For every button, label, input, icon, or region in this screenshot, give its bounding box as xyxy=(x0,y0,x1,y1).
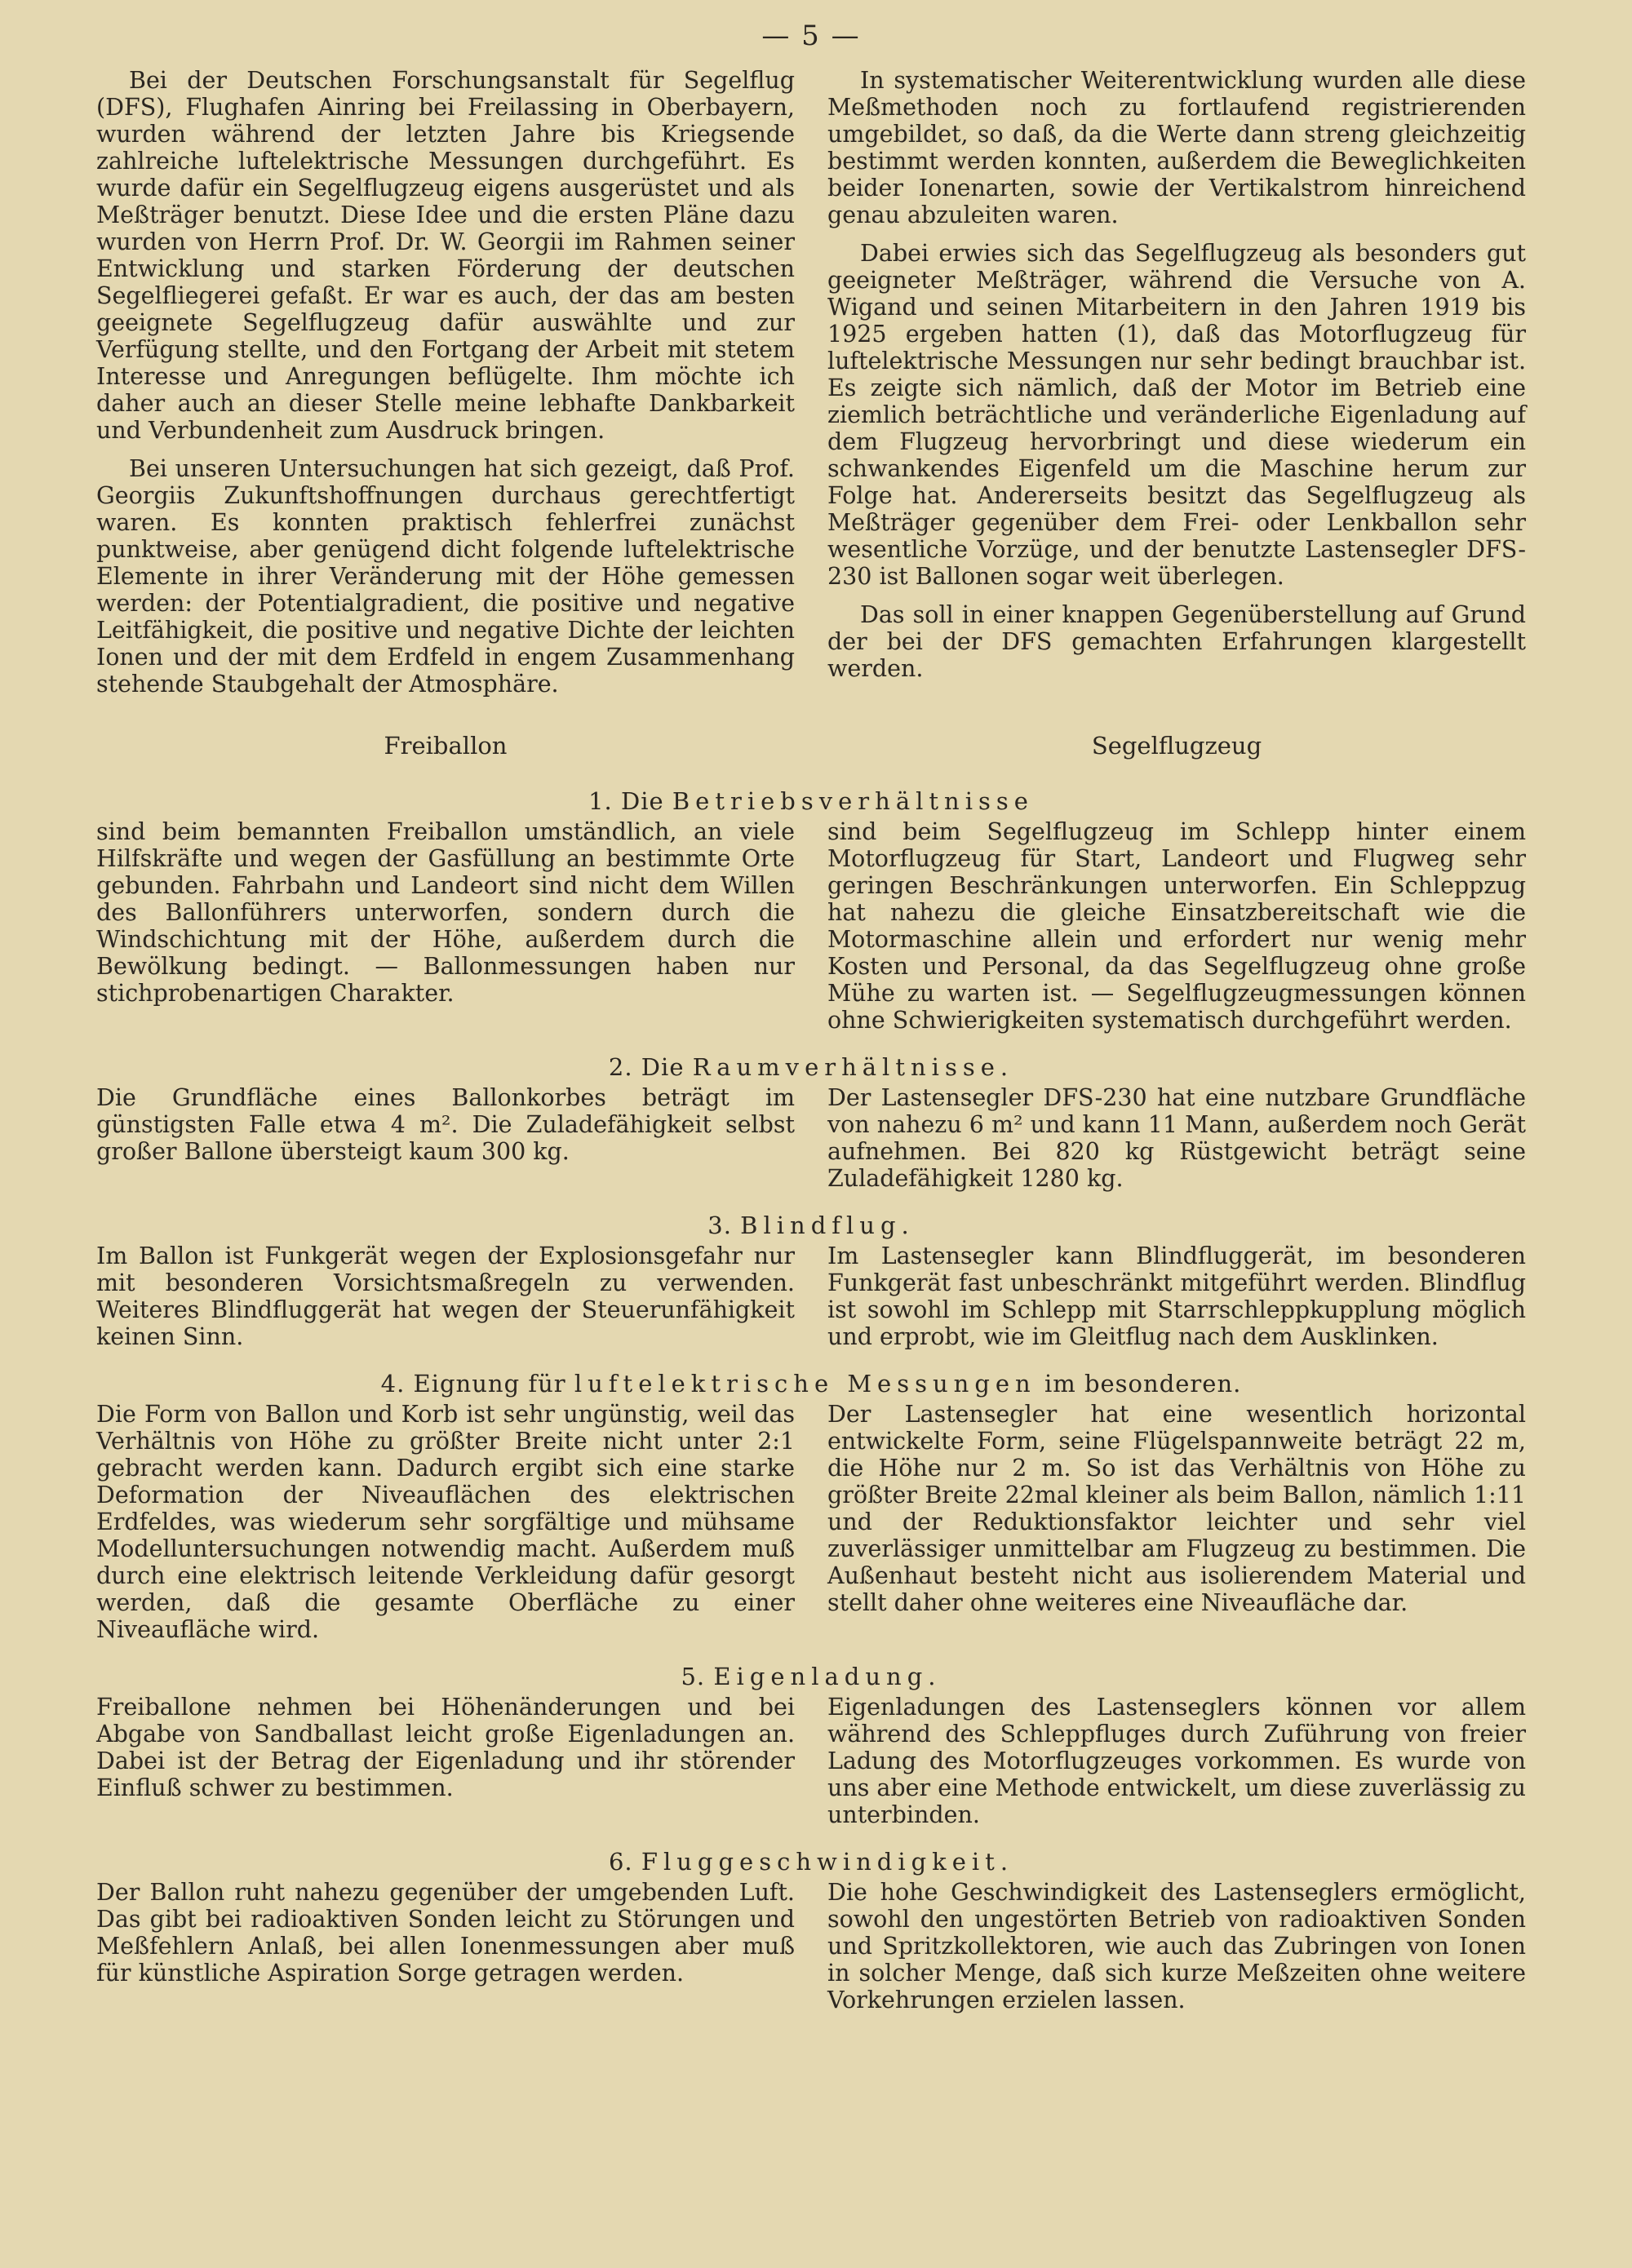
section-right-text: Der Lastensegler hat eine wesentlich horizontal entwickelte Form, seine Flügelspannweite beträgt 22 m, die Höhe nur 2 m. So ist das Verhältnis von Höhe zu größter Breite 22mal kleiner als beim Ballon, nämlich 1:11 und der Reduktionsfaktor leichter und sehr viel zuverlässiger unmittelbar am Flugzeug zu bestimmen. Die Außenhaut besteht nicht aus isolierendem Material und stellt daher ohne weiteres eine Niveaufläche dar. xyxy=(827,1401,1526,1616)
section-left-text: Freiballone nehmen bei Höhenänderungen und bei Abgabe von Sandballast leicht große Eigenladungen an. Dabei ist der Betrag der Eigenladung und ihr störender Einfluß schwer zu bestimmen. xyxy=(96,1694,795,1801)
intro-paragraph: Bei unseren Untersuchungen hat sich gezeigt, daß Prof. Georgiis Zukunftshoffnungen durchaus gerechtfertigt waren. Es konnten praktisch fehlerfrei zunächst punktweise, aber genügend dicht folgende luftelektrische Elemente in ihrer Veränderung mit der Höhe gemessen werden: der Potentialgradient, die positive und negative Leitfähigkeit, die positive und negative Dichte der leichten Ionen und der mit dem Erdfeld in engem Zusammenhang stehende Staubgehalt der Atmosphäre. xyxy=(96,455,795,698)
section-body xyxy=(96,1694,1526,1828)
section-heading: 5. Eigenladung. xyxy=(681,1663,942,1690)
intro-right-column xyxy=(827,67,1526,698)
section-heading: 1. Die Betriebsverhältnisse xyxy=(588,787,1034,815)
intro-paragraph: Das soll in einer knappen Gegenüberstellung auf Grund der bei der DFS gemachten Erfahrungen klargestellt werden. xyxy=(827,601,1526,682)
intro-columns xyxy=(96,67,1526,698)
section-body xyxy=(96,1401,1526,1643)
section-left-text: Die Form von Ballon und Korb ist sehr ungünstig, weil das Verhältnis von Höhe zu größter Breite nicht unter 2:1 gebracht werden kann. Dadurch ergibt sich eine starke Deformation der Niveauflächen des elektrischen Erdfeldes, was wiederum sehr sorgfältige und mühsame Modelluntersuchungen notwendig macht. Außerdem muß durch eine elektrisch leitende Verkleidung dafür gesorgt werden, daß die gesamte Oberfläche zu einer Niveaufläche wird. xyxy=(96,1401,795,1643)
column-header-freiballon: Freiballon xyxy=(384,732,508,760)
column-header-segelflugzeug: Segelflugzeug xyxy=(1091,732,1262,760)
section-body xyxy=(96,818,1526,1034)
section-left-text: Im Ballon ist Funkgerät wegen der Explosionsgefahr nur mit besonderen Vorsichtsmaßregeln zu verwenden. Weiteres Blindfluggerät hat wegen der Steuerunfähigkeit keinen Sinn. xyxy=(96,1243,795,1350)
intro-paragraph: In systematischer Weiterentwicklung wurden alle diese Meßmethoden noch zu fortlaufend registrierenden umgebildet, so daß, da die Werte dann streng gleichzeitig bestimmt werden konnten, außerdem die Beweglichkeiten beider Ionenarten, sowie der Vertikalstrom hinreichend genau abzuleiten waren. xyxy=(827,67,1526,228)
section-right-text: Eigenladungen des Lastenseglers können vor allem während des Schleppfluges durch Zuführung von freier Ladung des Motorflugzeuges vorkommen. Es wurde von uns aber eine Methode entwickelt, um diese zuverlässig zu unterbinden. xyxy=(827,1694,1526,1828)
column-headers xyxy=(96,732,1526,760)
section-body xyxy=(96,1084,1526,1192)
section-right-text: Der Lastensegler DFS-230 hat eine nutzbare Grundfläche von nahezu 6 m² und kann 11 Mann, außerdem noch Gerät aufnehmen. Bei 820 kg Rüstgewicht beträgt seine Zuladefähigkeit 1280 kg. xyxy=(827,1084,1526,1192)
page-number: — 5 — xyxy=(761,20,861,52)
section-body xyxy=(96,1243,1526,1350)
intro-paragraph: Bei der Deutschen Forschungsanstalt für Segelflug (DFS), Flughafen Ainring bei Freilassing in Oberbayern, wurden während der letzten Jahre bis Kriegsende zahlreiche luftelektrische Messungen durchgeführt. Es wurde dafür ein Segelflugzeug eigens ausgerüstet und als Meßträger benutzt. Diese Idee und die ersten Pläne dazu wurden von Herrn Prof. Dr. W. Georgii im Rahmen seiner Entwicklung und starken Förderung der deutschen Segelfliegerei gefaßt. Er war es auch, der das am besten geeignete Segelflugzeug dafür auswählte und zur Verfügung stellte, und den Fortgang der Arbeit mit stetem Interesse und Anregungen beflügelte. Ihm möchte ich daher auch an dieser Stelle meine lebhafte Dankbarkeit und Verbundenheit zum Ausdruck bringen. xyxy=(96,67,795,444)
section-left-text: Der Ballon ruht nahezu gegenüber der umgebenden Luft. Das gibt bei radioaktiven Sonden leicht zu Störungen und Meßfehlern Anlaß, bei allen Ionenmessungen aber muß für künstliche Aspiration Sorge getragen werden. xyxy=(96,1879,795,1987)
section-right-text: sind beim Segelflugzeug im Schlepp hinter einem Motorflugzeug für Start, Landeort und Flugweg sehr geringen Beschränkungen unterworfen. Ein Schleppzug hat nahezu die gleiche Einsatzbereitschaft wie die Motormaschine allein und erfordert nur wenig mehr Kosten und Personal, da das Segelflugzeug ohne große Mühe zu warten ist. — Segelflugzeugmessungen können ohne Schwierigkeiten systematisch durchgeführt werden. xyxy=(827,818,1526,1034)
section-heading: 6. Fluggeschwindigkeit. xyxy=(608,1848,1014,1876)
section-heading: 3. Blindflug. xyxy=(707,1212,915,1239)
section-heading: 4. Eignung für luftelektrische Messungen im besonderen. xyxy=(380,1370,1242,1398)
section-left-text: Die Grundfläche eines Ballonkorbes beträgt im günstigsten Falle etwa 4 m². Die Zuladefähigkeit selbst großer Ballone übersteigt kaum 300 kg. xyxy=(96,1084,795,1165)
section-heading: 2. Die Raumverhältnisse. xyxy=(608,1053,1014,1081)
intro-left-column xyxy=(96,67,795,698)
section-left-text: sind beim bemannten Freiballon umständlich, an viele Hilfskräfte und wegen der Gasfüllung an bestimmte Orte gebunden. Fahrbahn und Landeort sind nicht dem Willen des Ballonführers unterworfen, sondern durch die Windschichtung mit der Höhe, außerdem durch die Bewölkung bedingt. — Ballonmessungen haben nur stichprobenartigen Charakter. xyxy=(96,818,795,1007)
section-right-text: Im Lastensegler kann Blindfluggerät, im besonderen Funkgerät fast unbeschränkt mitgeführt werden. Blindflug ist sowohl im Schlepp mit Starrschleppkupplung möglich und erprobt, wie im Gleitflug nach dem Ausklinken. xyxy=(827,1243,1526,1350)
section-body xyxy=(96,1879,1526,2013)
section-right-text: Die hohe Geschwindigkeit des Lastenseglers ermöglicht, sowohl den ungestörten Betrieb von radioaktiven Sonden und Spritzkollektoren, wie auch das Zubringen von Ionen in solcher Menge, daß sich kurze Meßzeiten ohne weitere Vorkehrungen erzielen lassen. xyxy=(827,1879,1526,2013)
intro-paragraph: Dabei erwies sich das Segelflugzeug als besonders gut geeigneter Meßträger, während die Versuche von A. Wigand und seinen Mitarbeitern in den Jahren 1919 bis 1925 ergeben hatten (1), daß das Motorflugzeug für luftelektrische Messungen nur sehr bedingt brauchbar ist. Es zeigte sich nämlich, daß der Motor im Betrieb eine ziemlich beträchtliche und veränderliche Eigenladung auf dem Flugzeug hervorbringt und diese wiederum ein schwankendes Eigenfeld um die Maschine herum zur Folge hat. Andererseits besitzt das Segelflugzeug als Meßträger gegenüber dem Frei- oder Lenkballon sehr wesentliche Vorzüge, und der benutzte Lastensegler DFS-230 ist Ballonen sogar weit überlegen. xyxy=(827,240,1526,590)
